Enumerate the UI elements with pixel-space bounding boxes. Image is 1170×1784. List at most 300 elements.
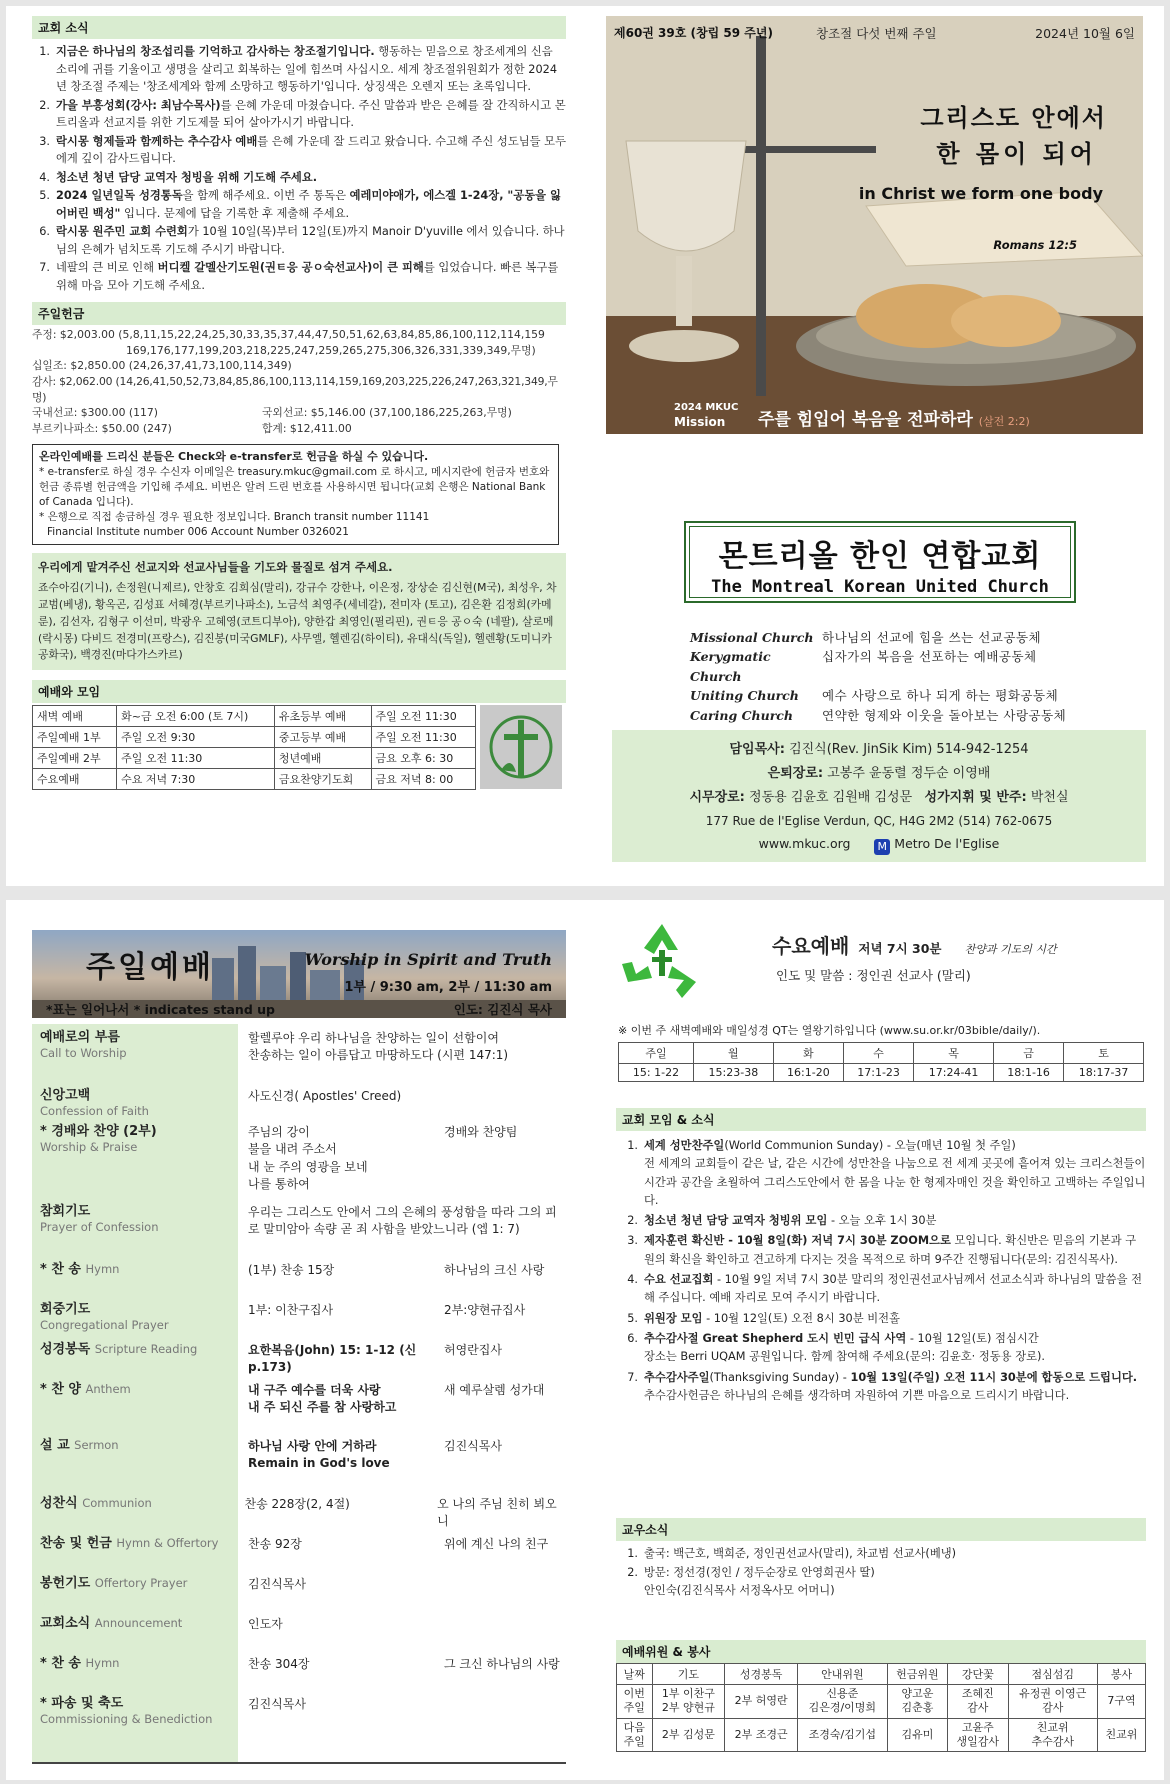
wed-leader: 인도 및 말씀 : 정인권 선교사 (말리) (776, 968, 971, 983)
duty-col: 강단꽃 (948, 1664, 1008, 1685)
news-number: 1. (39, 45, 50, 58)
choir-value: 박천실 (1030, 790, 1069, 806)
church-news-item (616, 1271, 1146, 1308)
pastor-line (612, 738, 1146, 762)
meetings-cell: 주일예배 2부 (33, 748, 117, 769)
order-content-right: 오 나의 주님 친히 뵈오니 (437, 1497, 557, 1529)
duty-col: 헌금위원 (887, 1664, 947, 1685)
retired-value: 고봉주 윤동렬 정두순 이영배 (827, 766, 991, 782)
order-content: 내 구주 예수를 더욱 사랑 내 주 되신 주를 참 사랑하고 (248, 1383, 397, 1415)
members-section (616, 1518, 1146, 1601)
duty-cell: 신용준 김은경/이명희 (797, 1685, 887, 1719)
offering-domestic: 국내선교: $300.00 (117) (32, 406, 158, 420)
order-content-right (438, 1696, 444, 1730)
wed-title: 수요예배 (772, 934, 850, 958)
order-label-ko: * 찬 송 Hymn (40, 1262, 120, 1277)
church-news-text: 추수감사주일(Thanksgiving Sunday) - 10월 13일(주일) 오전 11시 30분에 합동으로 드립니다. 추수감사헌금은 하나님의 은혜를 생각하며 자원하여 기쁜 마음으로 드리시기 바랍니다. (644, 1370, 1138, 1402)
order-row (32, 1432, 566, 1490)
meetings-table (32, 705, 476, 790)
order-row (32, 1570, 566, 1610)
order-label-en: Commissioning & Benediction (40, 1712, 213, 1727)
order-content: 주님의 강이 불을 내려 주소서 내 눈 주의 영광을 보네 나를 통하여 (248, 1125, 368, 1192)
order-row (32, 1376, 566, 1432)
order-content: 찬송 304장 (248, 1657, 310, 1671)
order-row (32, 1024, 566, 1082)
order-content-right (558, 1030, 564, 1082)
order-content-right: 새 예루살렘 성가대 (444, 1383, 545, 1397)
duty-row (617, 1685, 1146, 1719)
news-item (32, 223, 566, 258)
members-list (616, 1545, 1146, 1601)
offering-burkina: 부르키나파소: $50.00 (247) (32, 421, 172, 435)
website-link[interactable]: www.mkuc.org (758, 836, 851, 852)
news-item (32, 259, 566, 294)
duty-header: 예배위원 & 봉사 (616, 1640, 1146, 1663)
order-content-right: 허영란집사 (444, 1343, 502, 1357)
offering-line-4: 감사: $2,062.00 (14,26,41,50,52,73,84,85,86,100,113,114,159,169,203,225,226,247,263,321,349,무명) (32, 374, 558, 404)
left-column (32, 16, 566, 790)
order-label (32, 1536, 238, 1570)
banner-subtitle: Worship in Spirit and Truth (304, 950, 552, 969)
news-number: 3. (39, 134, 50, 148)
order-label-ko: 봉헌기도 Offertory Prayer (40, 1576, 188, 1591)
order-content-right: 2부:양현규집사 (444, 1303, 526, 1317)
church-news-section (616, 1108, 1146, 1407)
order-label-en: Scripture Reading (94, 1342, 198, 1356)
duty-col: 성경봉독 (725, 1664, 798, 1685)
missionary-header: 우리에게 맡겨주신 선교지와 선교사님들을 기도와 물질로 섬겨 주세요. (38, 559, 393, 574)
news-text: 락시몽 형제들과 함께하는 추수감사 예배를 은혜 가운데 잘 드리고 왔습니다. 수고해 주신 성도님들 모두에게 깊이 감사드립니다. (56, 134, 566, 165)
mission-statement (690, 686, 1130, 705)
order-label (32, 1438, 238, 1490)
mission-year: 2024 MKUC (674, 402, 739, 413)
meetings-cell: 주일 오전 11:30 (371, 727, 476, 748)
order-label (32, 1030, 238, 1082)
order-row (32, 1650, 566, 1690)
bulletin-front-page (6, 6, 1164, 886)
order-label-ko: 설 교 Sermon (40, 1438, 119, 1453)
qt-days-row (619, 1043, 1144, 1064)
cross-logo-box (480, 705, 562, 789)
meetings-cell: 유초등부 예배 (274, 706, 371, 727)
meetings-row (33, 706, 476, 727)
duty-cell: 2부 김성문 (652, 1718, 725, 1752)
order-row (32, 1610, 566, 1650)
meetings-cell: 주일 오전 11:30 (117, 748, 275, 769)
online-line-3: Financial Institute number 006 Account Number 0326021 (47, 525, 349, 538)
order-row (32, 1256, 566, 1296)
qt-day: 주일 (619, 1043, 694, 1064)
qt-table (618, 1042, 1144, 1082)
order-label-en: Communion (82, 1496, 152, 1510)
duty-cell: 친교위 추수감사 (1008, 1718, 1097, 1752)
church-name-box (684, 521, 1076, 603)
qt-day: 수 (843, 1043, 913, 1064)
members-item (616, 1545, 1146, 1564)
order-content: 요한복음(John) 15: 1-12 (신 p.173) (248, 1343, 417, 1375)
qt-ref: 18:17-37 (1064, 1064, 1144, 1082)
order-content-right (438, 1616, 444, 1650)
contact-panel (612, 730, 1146, 862)
order-label-en: Hymn & Offertory (116, 1536, 219, 1550)
mission-en: Kerygmatic Church (690, 649, 771, 684)
news-item (32, 43, 566, 96)
order-content: 사도신경( Apostles' Creed) (248, 1089, 402, 1103)
meetings-row (33, 769, 476, 790)
church-news-number: 7. (627, 1370, 638, 1384)
church-name-ko: 몬트리올 한인 연합교회 (718, 539, 1042, 574)
qt-ref: 17:24-41 (914, 1064, 994, 1082)
church-news-list (616, 1137, 1146, 1405)
church-news-text: 추수감사절 Great Shepherd 도시 빈민 급식 사역 - 10월 12일(토) 점심시간 장소는 Berri UQAM 공원입니다. 함께 참여해 주세요(문의: 김윤호· 정동용 장로). (644, 1331, 1046, 1364)
meetings-cell: 주일 오전 9:30 (117, 727, 275, 748)
meetings-cell: 주일예배 1부 (33, 727, 117, 748)
mission-ko: 십자가의 복음을 선포하는 예배공동체 (822, 649, 1037, 665)
cover-image (606, 16, 1143, 434)
church-news-text: 청소년 청년 담당 교역자 청빙위 모임 - 오늘 오후 1시 30분 (644, 1214, 937, 1228)
members-number: 2. (627, 1565, 638, 1579)
church-news-number: 1. (627, 1139, 638, 1152)
duty-cell: 양고운 김춘홍 (887, 1685, 947, 1719)
duty-cell: 조경숙/김기섭 (797, 1718, 887, 1752)
missionary-section (32, 553, 566, 670)
news-header: 교회 소식 (32, 16, 566, 39)
elders-value: 정동용 김윤호 김원배 김성문 (749, 790, 913, 806)
online-line-2: * 은행으로 직접 송금하실 경우 필요한 정보입니다. Branch transit number 11141 (39, 510, 430, 523)
duty-cell: 다음 주일 (617, 1718, 653, 1752)
retired-line (612, 762, 1146, 786)
order-content-right: 김진식목사 (444, 1439, 502, 1453)
chalice-bread-illustration (606, 16, 1143, 434)
order-label-ko: * 경배와 찬양 (2부) (40, 1124, 157, 1139)
meetings-row (33, 727, 476, 748)
order-content-right: 경배와 찬양팀 (444, 1125, 518, 1139)
offering-line-5 (32, 405, 566, 421)
order-content: 우리는 그리스도 안에서 그의 은혜의 풍성함을 따라 그의 피로 말미암아 속량 곧 죄 사함을 받았느니라 (엡 1: 7) (248, 1205, 557, 1237)
order-content: 찬송 92장 (248, 1537, 302, 1551)
meetings-cell: 금요 오후 6: 30 (371, 748, 476, 769)
order-of-worship (32, 1024, 566, 1764)
qt-day: 화 (773, 1043, 843, 1064)
meetings-cell: 중고등부 예배 (274, 727, 371, 748)
church-cross-logo (486, 710, 556, 784)
order-label-en: Worship & Praise (40, 1140, 138, 1155)
duty-cell: 2부 허영란 (725, 1685, 798, 1719)
order-content-right: 위에 계신 나의 친구 (444, 1537, 549, 1551)
church-news-text: 제자훈련 확신반 - 10월 8일(화) 저녁 7시 30분 ZOOM으로 모입니다. 확신반은 믿음의 기본과 구원의 확신을 확인하고 견고하게 다지는 것을 목적으로 하며 9주간 진행됩니다(문의: 김진식목사). (644, 1234, 1137, 1266)
qt-ref: 15:23-38 (694, 1064, 774, 1082)
mission-ko: 예수 사랑으로 하나 되게 하는 평화공동체 (822, 688, 1059, 704)
meetings-wrap (32, 705, 566, 790)
order-label-ko: 회중기도 (40, 1302, 91, 1317)
duty-col: 기도 (652, 1664, 725, 1685)
duty-table (616, 1663, 1146, 1752)
news-number: 5. (39, 189, 50, 202)
news-item (32, 133, 566, 168)
mission-statements (690, 628, 1130, 725)
church-news-number: 4. (627, 1273, 638, 1287)
news-number: 6. (39, 225, 50, 238)
duty-cell: 1부 이찬구 2부 양현규 (652, 1685, 725, 1719)
news-number: 2. (39, 98, 50, 112)
order-content-right (438, 1576, 444, 1610)
offering-header: 주일헌금 (32, 302, 566, 325)
meetings-cell: 수요 저녁 7:30 (117, 769, 275, 790)
church-news-text: 위원장 모임 - 10월 12일(토) 오전 8시 30분 비전홀 (644, 1311, 900, 1325)
qt-refs-row (619, 1064, 1144, 1082)
order-content-right: 그 크신 하나님의 사랑 (444, 1657, 560, 1671)
order-label (32, 1696, 238, 1730)
order-label (32, 1204, 238, 1256)
order-label (32, 1342, 238, 1376)
order-label-ko: 성경봉독 Scripture Reading (40, 1342, 198, 1357)
order-content: 찬송 228장(2, 4절) (244, 1497, 350, 1511)
church-news-item (616, 1330, 1146, 1367)
qt-day: 금 (993, 1043, 1063, 1064)
order-row (32, 1198, 566, 1256)
members-number: 1. (627, 1547, 638, 1560)
mission-word: Mission (674, 415, 726, 429)
order-label-en: Hymn (85, 1262, 120, 1276)
order-content-right: 하나님의 크신 사랑 (444, 1263, 545, 1277)
church-news-item (616, 1310, 1146, 1328)
banner-times: 1부 / 9:30 am, 2부 / 11:30 am (344, 980, 552, 995)
members-text: 방문: 정선경(정인 / 정두순장로 안영희권사 딸) 안인숙(김진식목사 서정옥사모 어머니) (644, 1565, 875, 1598)
order-label-ko: 신앙고백 (40, 1088, 91, 1103)
church-news-text: 수요 선교집회 - 10월 9일 저녁 7시 30분 말리의 정인권선교사님께서 선교소식과 하나님의 말씀을 전해 주십니다. 예배 자리로 모여 주시기 바랍니다. (644, 1273, 1143, 1305)
meetings-row (33, 748, 476, 769)
duty-col: 봉사 (1097, 1664, 1145, 1685)
qt-note: ※ 이번 주 새벽예배와 매일성경 QT는 열왕기하입니다 (www.su.or.kr/03bible/daily/). (618, 1024, 1041, 1037)
order-label (32, 1124, 238, 1198)
offering-line-1: 주정: $2,003.00 (5,8,11,15,22,24,25,30,33,35,37,44,47,50,51,62,63,84,85,86,100,112,114,159 (32, 328, 545, 341)
qt-ref: 16:1-20 (773, 1064, 843, 1082)
order-content-right (438, 1088, 444, 1118)
news-number: 7. (39, 261, 50, 274)
members-item (616, 1564, 1146, 1601)
duty-cell: 친교위 (1097, 1718, 1145, 1752)
online-title: 온라인예배를 드리신 분들은 Check와 e-transfer로 헌금을 하실 수 있습니다. (39, 450, 429, 464)
church-news-number: 5. (627, 1311, 638, 1325)
offering-line-3: 십일조: $2,850.00 (24,26,37,41,73,100,114,349) (32, 359, 292, 373)
duty-cell: 이번 주일 (617, 1685, 653, 1719)
order-label-ko: 예배로의 부름 (40, 1030, 120, 1045)
meetings-cell: 금요찬양기도회 (274, 769, 371, 790)
mission-statement (690, 706, 1130, 725)
members-text: 출국: 백근호, 백희준, 정인권선교사(말리), 차교범 선교사(베냉) (644, 1547, 957, 1560)
mission-statement (690, 647, 1130, 686)
mission-statement (690, 628, 1130, 647)
order-content: 하나님 사랑 안에 거하라 Remain in God's love (248, 1439, 390, 1471)
order-label-en: Announcement (94, 1616, 183, 1630)
order-content: 김진식목사 (248, 1577, 306, 1591)
order-label (32, 1088, 238, 1118)
duty-cell: 7구역 (1097, 1685, 1145, 1719)
banner-title: 주일예배 (86, 950, 214, 985)
order-label (32, 1382, 238, 1432)
duty-cell: 2부 조경근 (725, 1718, 798, 1752)
order-label (32, 1302, 238, 1336)
order-label (32, 1576, 238, 1610)
church-news-number: 3. (627, 1234, 638, 1248)
duty-col: 점심섬김 (1008, 1664, 1097, 1685)
members-header: 교우소식 (616, 1518, 1146, 1541)
order-content: (1부) 찬송 15장 (248, 1263, 335, 1277)
elders-line (612, 786, 1146, 810)
worship-banner (32, 930, 566, 1018)
church-news-item (616, 1369, 1146, 1406)
church-news-number: 6. (627, 1331, 638, 1345)
duty-cell: 유정권 이영근 감사 (1008, 1685, 1097, 1719)
web-line (612, 832, 1146, 855)
mission-ko: 하나님의 선교에 힘을 쓰는 선교공동체 (822, 630, 1042, 645)
cover-issue: 제60권 39호 (창립 59 주년) (614, 26, 773, 40)
mission-en: Caring Church (690, 707, 793, 723)
order-label-en: Congregational Prayer (40, 1318, 169, 1333)
online-offering-box (32, 444, 559, 544)
church-news-number: 2. (627, 1214, 638, 1228)
news-item (32, 97, 566, 132)
order-row (32, 1296, 566, 1336)
order-label-ko: * 찬 송 Hymn (40, 1656, 120, 1671)
church-name-inner (689, 526, 1071, 598)
news-text: 2024 일년일독 성경통독을 함께 해주세요. 이번 주 통독은 예레미야애가, 에스겔 1-24장, "공동을 잃어버린 백성" 입니다. 문제에 답을 기록한 후 제출해 주세요. (56, 189, 561, 220)
church-name-en: The Montreal Korean United Church (711, 577, 1049, 597)
duty-cell: 조혜진 감사 (948, 1685, 1008, 1719)
offering-section (32, 327, 566, 436)
order-content: 할렐루야 우리 하나님을 찬양하는 일이 선함이여 찬송하는 일이 아름답고 마땅하도다 (시편 147:1) (248, 1031, 509, 1063)
mission-en: Uniting Church (690, 688, 799, 704)
qt-ref: 18:1-16 (993, 1064, 1063, 1082)
order-content: 인도자 (248, 1617, 283, 1631)
news-text: 락시몽 원주민 교회 수련회가 10월 10일(목)부터 12일(토)까지 Manoir D'yuville 에서 있습니다. 하나님의 은혜가 넘치도록 기도해 주시기 바랍니다. (56, 225, 565, 256)
news-item (32, 187, 566, 222)
order-list (32, 1024, 566, 1730)
mission-en: Missional Church (690, 630, 814, 645)
news-text: 청소년 청년 담당 교역자 청빙을 위해 기도해 주세요. (56, 170, 317, 184)
online-line-1: * e-transfer로 하실 경우 수신자 이메일은 treasury.mkuc@gmail.com 로 하시고, 메시지란에 헌금자 번호와 헌금 종류별 헌금액을 기입해 주세요. 비번은 알려 드린 번호를 사용하시면 됩니다(교회 은행은 National Bank of Canada 입니다). (39, 466, 550, 508)
qt-ref: 15: 1-22 (619, 1064, 694, 1082)
order-row (32, 1530, 566, 1570)
banner-stand-note: *표는 일어나서 * indicates stand up (46, 1002, 275, 1017)
order-label-ko: 성찬식 Communion (40, 1496, 152, 1511)
order-label-en: Anthem (85, 1382, 131, 1396)
order-label-ko: * 찬 양 Anthem (40, 1382, 131, 1397)
meetings-cell: 주일 오전 11:30 (371, 706, 476, 727)
news-text: 가을 부흥성회(강사: 최남수목사)를 은혜 가운데 마쳤습니다. 주신 말씀과 받은 은혜를 잘 간직하시고 몬트리올과 선교지를 위한 기도제물 되어 살아가시기 바랍니다. (56, 98, 566, 129)
mission-slogan-text: 주를 힘입어 복음을 전파하라 (758, 410, 973, 430)
theme-ko-line2: 한 몸이 되어 (936, 139, 1097, 168)
church-news-header: 교회 모임 & 소식 (616, 1108, 1146, 1131)
metro-icon: M (874, 839, 890, 855)
order-row (32, 1082, 566, 1118)
pastor-value: 김진식(Rev. JinSik Kim) 514-942-1254 (789, 742, 1029, 757)
qt-day: 월 (694, 1043, 774, 1064)
duty-col: 안내위원 (797, 1664, 887, 1685)
meetings-cell: 수요예배 (33, 769, 117, 790)
qt-day: 토 (1064, 1043, 1144, 1064)
order-label-en: Hymn (85, 1656, 120, 1670)
order-row (32, 1336, 566, 1376)
pastor-label: 담임목사: (729, 742, 785, 757)
meetings-cell: 화~금 오전 6:00 (토 7시) (117, 706, 275, 727)
order-label-en: Call to Worship (40, 1046, 127, 1061)
qt-ref: 17:1-23 (843, 1064, 913, 1082)
duty-cell: 고윤주 생일감사 (948, 1718, 1008, 1752)
church-news-item (616, 1232, 1146, 1269)
order-label-en: Prayer of Confession (40, 1220, 159, 1235)
mission-slogan-ref: (살전 2:2) (978, 415, 1030, 428)
theme-ref: Romans 12:5 (993, 238, 1077, 252)
duty-header-row (617, 1664, 1146, 1685)
order-label-ko: 교회소식 Announcement (40, 1616, 183, 1631)
meetings-cell: 금요 저녁 8: 00 (371, 769, 476, 790)
order-label-en: Offertory Prayer (94, 1576, 188, 1590)
theme-en: in Christ we form one body (858, 184, 1103, 203)
order-content: 김진식목사 (248, 1697, 306, 1711)
qt-day: 목 (914, 1043, 994, 1064)
mission-ko: 연약한 형제와 이웃을 돌아보는 사랑공동체 (822, 707, 1067, 723)
bulletin-inner-page (6, 900, 1164, 1780)
duty-col: 날짜 (617, 1664, 653, 1685)
order-label (32, 1496, 235, 1530)
order-label-en: Sermon (74, 1438, 119, 1452)
order-row (32, 1690, 566, 1730)
retired-label: 은퇴장로: (767, 766, 824, 782)
order-label-ko: * 파송 및 축도 (40, 1696, 124, 1711)
recycle-icon (618, 920, 706, 1002)
news-number: 4. (39, 170, 50, 184)
metro-label: Metro De l'Eglise (894, 836, 1000, 852)
missionary-list: 죠수아김(기니), 손정원(니제르), 안창호 김희심(말리), 강규수 강한나, 이은정, 장상순 김신현(M국), 최성우, 차교범(베냉), 황옥곤, 김성표 서혜경(부르키나파소), 노금석 최영주(세네갈), 전미자 (토고), 김은환 김정희(카메룬), 김선자, 김형구 이선미, 박광우 고혜영(코트디부아), 양한갑 최영인(필리핀), 권ㅌ응 공ㅇ숙 (네팔), 살로메(락시몽) 다비드 전경미(프랑스), 김진봉(미국GMLF), 사무엘, 헬렌김(하이티), 유대식(독일), 헬렌황(도미니카공화국), 백경진(마다가스카르) (38, 581, 557, 662)
wed-time: 저녁 7시 30분 (858, 941, 942, 956)
church-news-text: 세계 성만찬주일(World Communion Sunday) - 오늘(매년 10월 첫 주일) 전 세계의 교회들이 같은 날, 같은 시간에 성만찬을 나눔으로 전 세계 곳곳에 흩어져 있는 크리스천들이 시간과 공간을 초월하여 그리스도안에서 한 몸을 나눈 한 형제자매인 것을 확인하고 고백하는 주일입니다. (644, 1139, 1146, 1207)
meetings-cell: 새벽 예배 (33, 706, 117, 727)
offering-foreign: 국외선교: $5,146.00 (37,100,186,225,263,무명) (262, 406, 512, 420)
church-news-item (616, 1212, 1146, 1230)
address-line: 177 Rue de l'Eglise Verdun, QC, H4G 2M2 (514) 762-0675 (705, 814, 1053, 829)
order-content: 1부: 이찬구집사 (248, 1303, 334, 1317)
offering-line-6 (32, 421, 566, 437)
order-label (32, 1616, 238, 1650)
order-row (32, 1118, 566, 1198)
order-row (32, 1490, 566, 1530)
offering-line-2: 169,176,177,199,203,218,225,247,259,265,275,306,326,331,339,349,무명) (126, 343, 536, 357)
order-label (32, 1656, 238, 1690)
choir-label: 성가지휘 및 반주: (924, 790, 1027, 806)
offering-total: 합계: $12,411.00 (262, 421, 352, 435)
order-label-ko: 참회기도 (40, 1204, 91, 1219)
wed-header (772, 930, 1057, 959)
meetings-header: 예배와 모임 (32, 680, 566, 703)
news-list (32, 43, 566, 294)
meetings-cell: 청년예배 (274, 748, 371, 769)
cover-date: 2024년 10월 6일 (1035, 26, 1135, 41)
duty-row (617, 1718, 1146, 1752)
cover-season: 창조절 다섯 번째 주일 (816, 26, 937, 41)
elders-label: 시무장로: (689, 790, 745, 806)
banner-leader: 인도: 김진식 목사 (453, 1002, 552, 1017)
order-label (32, 1262, 238, 1296)
news-text: 지금은 하나님의 창조섭리를 기억하고 감사하는 창조절기입니다. 행동하는 믿음으로 창조세계의 신음 소리에 귀를 기울이고 생명을 살리고 회복하는 일에 힘쓰며 사십시오. 세계 창조절위원회가 정한 2024년 창조절 주제는 '창조세계와 함께 소망하고 행동하기'입니다. 상징색은 오렌지 또는 초록입니다. (56, 45, 558, 93)
wed-note: 찬양과 기도의 시간 (964, 943, 1057, 956)
news-text: 네팔의 큰 비로 인해 버디켈 갈멜산기도원(권ㅌ응 공ㅇ숙선교사)이 큰 피해를 입었습니다. 빠른 복구를 위해 마음 모아 기도해 주세요. (56, 261, 559, 292)
duty-cell: 김유미 (887, 1718, 947, 1752)
mission-slogan (758, 405, 1030, 430)
church-news-item (616, 1137, 1146, 1210)
order-content-right (558, 1204, 564, 1256)
news-item (32, 169, 566, 187)
